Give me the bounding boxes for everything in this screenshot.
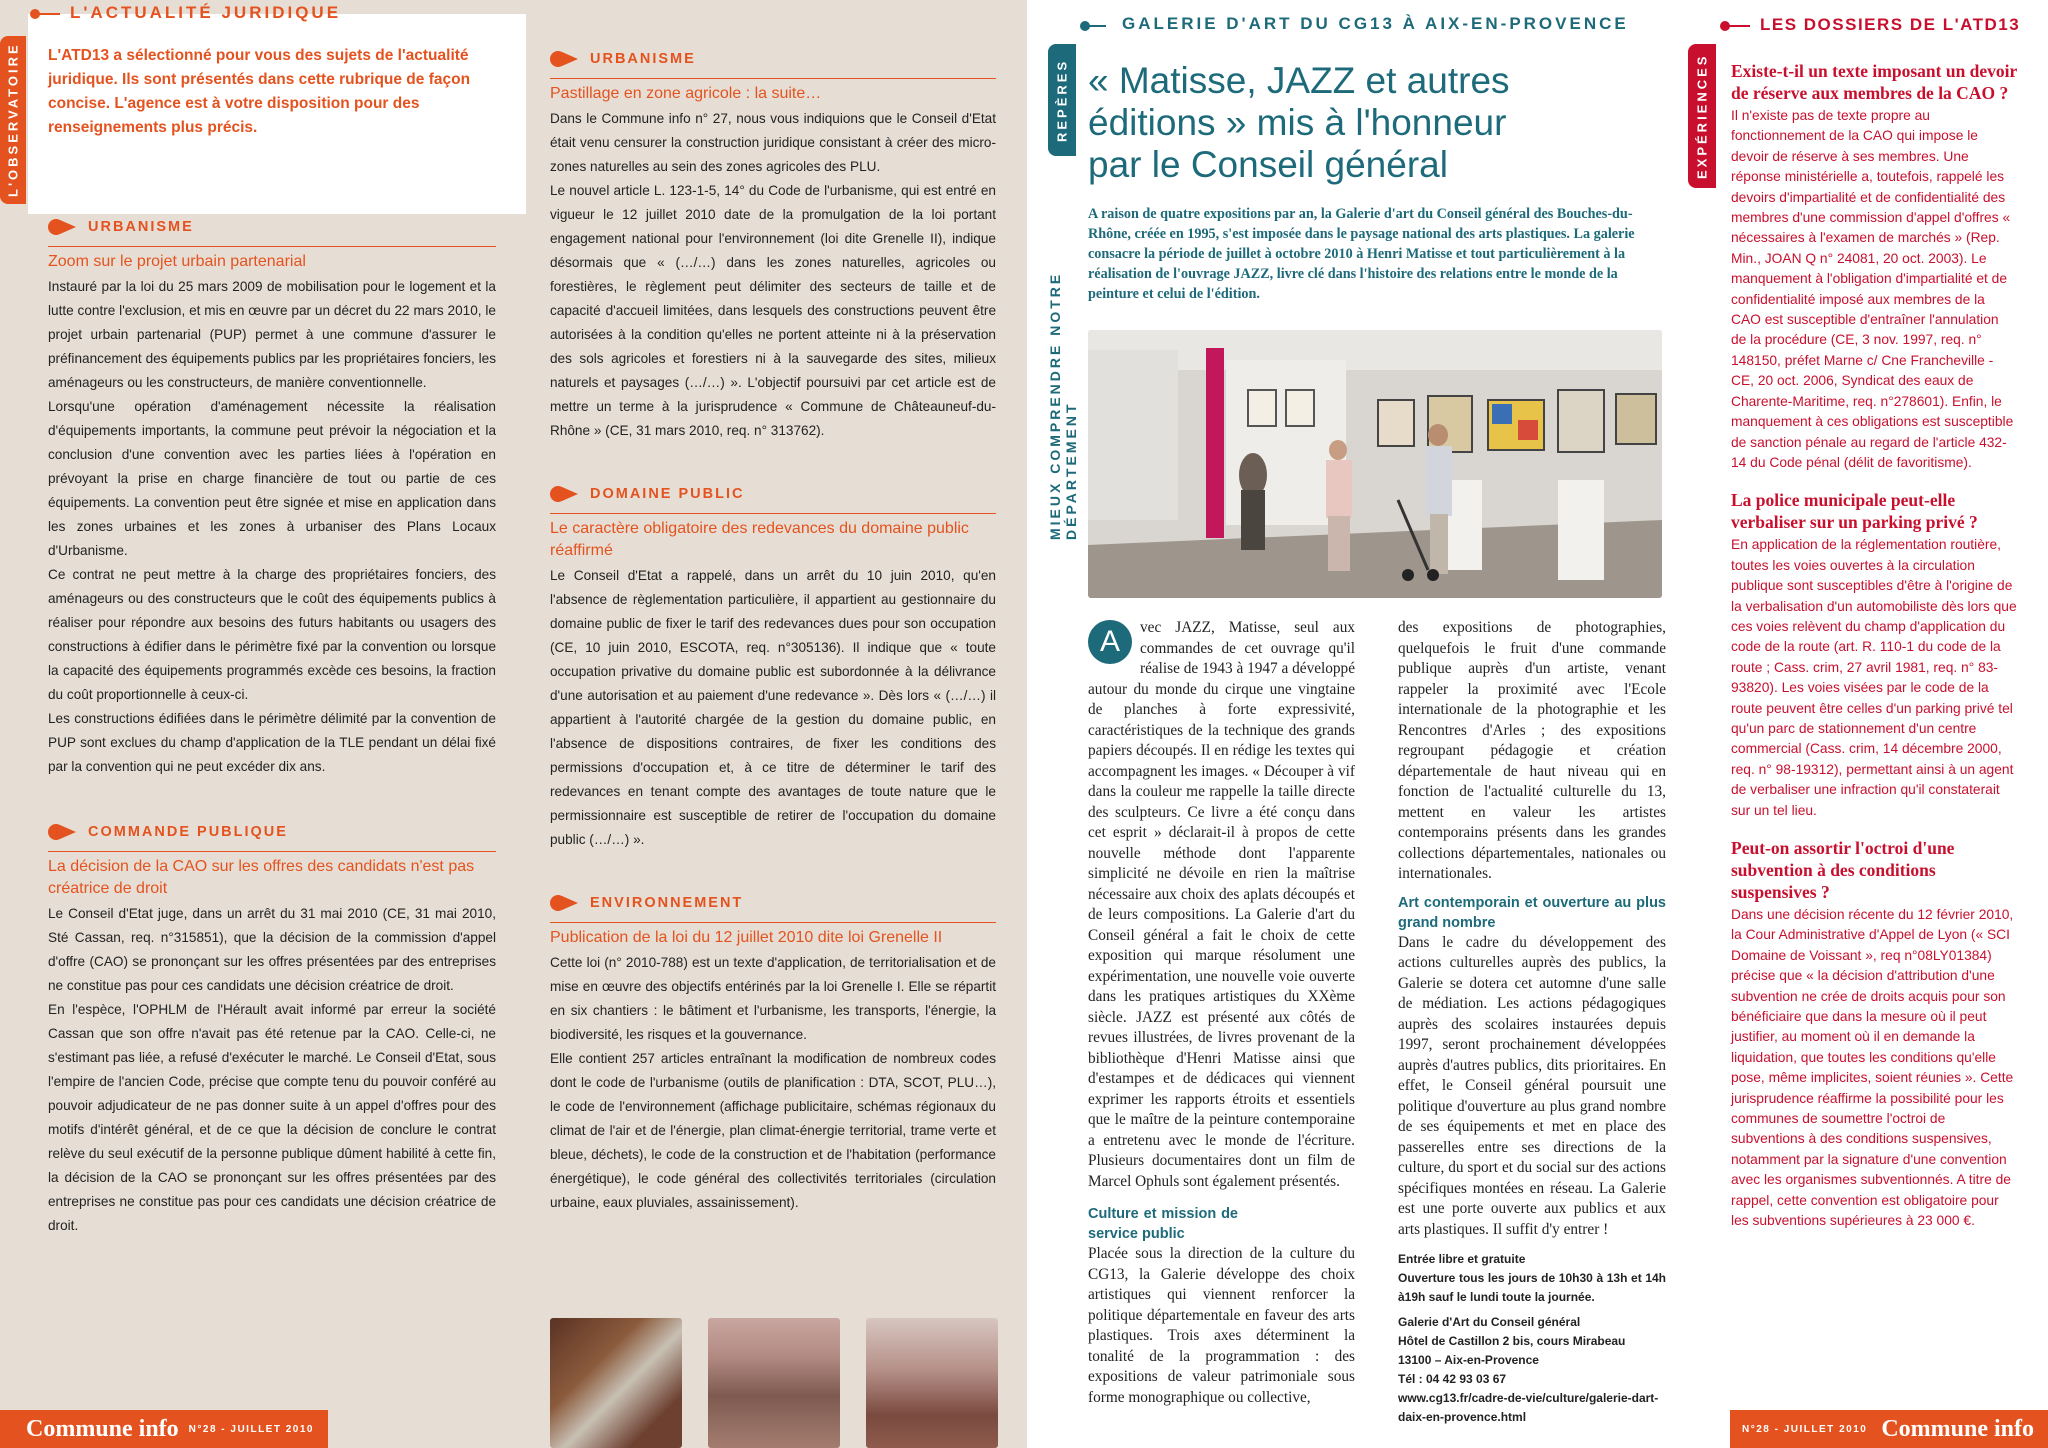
website-link[interactable]: www.cg13.fr/cadre-de-vie/culture/galerie-dart-daix-en-provence.html xyxy=(1398,1391,1659,1424)
intro-text: L'ATD13 a sélectionné pour vous des sujets de l'actualité juridique. Ils sont présentés dans cette rubrique de façon concise. L'agence est à votre disposition pour des renseignements plus précis. xyxy=(48,47,471,136)
dropcap-letter: A xyxy=(1088,620,1132,664)
section-subtitle: Culture et mission de service public xyxy=(1088,1206,1238,1242)
paragraph: Cette loi (n° 2010-788) est un texte d'application, de territorialisation et de mise en œuvre des objectifs entérinés par la loi Grenelle I. Elle se répartit en six chantiers : le bâtiment et l'urbanisme, les transports, l'énergie, la biodiversité, les risques et la gouvernance. xyxy=(550,955,996,1042)
section-subtitle: Publication de la loi du 12 juillet 2010 dite loi Grenelle II xyxy=(550,922,996,949)
left-column-2 xyxy=(550,50,996,1215)
arrow-bullet-icon xyxy=(48,823,80,841)
faq-answer: Il n'existe pas de texte propre au fonctionnement de la CAO qui impose le devoir de réserve à ses membres. Une réponse ministérielle a, toutefois, rappelé les devoirs d'impartialité et de confidentialité des membres d'une commission d'appel d'offres « nécessaires à l'examen de marchés » (Rep. Min., JOAN Q n° 24081, 20 oct. 2003). Le manquement à l'obligation d'impartialité et de confidentialité imposé aux membres de la CAO est susceptible d'entraîner l'annulation de la procédure (CE, 3 nov. 1997, req. n° 148150, préfet Marne c/ Cne Francheville - CE, 20 oct. 2006, Syndicat des eaux de Charente-Maritime, req. n°278601). Enfin, le manquement à ces obligations est susceptible de sanction pénale au regard de l'article 432-14 du Code pénal (délit de favoritisme). xyxy=(1731,108,2014,470)
paragraph: Instauré par la loi du 25 mars 2009 de mobilisation pour le logement et la lutte contre l'exclusion, et mis en œuvre par un décret du 22 mars 2010, le projet urbain partenarial (PUP) permet à une commune d'assurer le préfinancement des équipements publics par les propriétaires fonciers, les aménageurs ou les constructeurs, de manière conventionnelle. xyxy=(48,279,496,390)
info-line: Tél : 04 42 93 03 67 xyxy=(1398,1372,1507,1386)
footer-issue: N°28 - JUILLET 2010 xyxy=(188,1423,314,1435)
paragraph: Le Conseil d'Etat a rappelé, dans un arrêt du 10 juin 2010, qu'en l'absence de règlementation particulière, il appartient au gestionnaire du domaine public de fixer le tarif des redevances dues pour son occupation (CE, 10 juin 2010, ESCOTA, req. n°305136). Il indique que « toute occupation privative du domaine public est subordonnée à la délivrance d'une autorisation et au paiement d'une redevance ». Dès lors « (…/…) il appartient à l'autorité chargée de la gestion du domaine public, en l'absence de dispositions contraires, de fixer les conditions des permissions d'occupation et, à ce titre de déterminer le tarif des redevances en tenant compte des avantages de toute nature que le permissionnaire est susceptible de retirer de l'occupation du domaine public (…/…) ». xyxy=(550,568,996,847)
vertical-department-label: MIEUX COMPRENDRE NOTRE DÉPARTEMENT xyxy=(1047,271,1079,540)
paragraph: Lorsqu'une opération d'aménagement nécessite la réalisation d'équipements importants, la commune peut prévoir la négociation et la conclusion d'une convention avec les parties liées à l'opération en prévoyant la prise en charge financière de tout ou partie de ces équipements. La convention peut être signée et mise en application dans les zones urbaines et les zones à urbaniser des Plans Locaux d'Urbanisme. xyxy=(48,399,496,558)
faq-question: Existe-t-il un texte imposant un devoir de réserve aux membres de la CAO ? xyxy=(1731,61,2017,103)
gallery-photo-art xyxy=(1088,330,1662,598)
middle-header-title: GALERIE D'ART DU CG13 À AIX-EN-PROVENCE xyxy=(1122,14,1629,33)
gallery-exhibition-photo xyxy=(1088,330,1662,598)
section-heading: URBANISME xyxy=(550,50,996,68)
section-subtitle: Pastillage en zone agricole : la suite… xyxy=(550,78,996,105)
header-rule xyxy=(1086,25,1106,27)
info-line: Ouverture tous les jours de 10h30 à 13h et 14h à19h sauf le lundi toute la journée. xyxy=(1398,1271,1666,1304)
arrow-bullet-icon xyxy=(550,894,582,912)
article-column-b xyxy=(1398,618,1666,1427)
footer-brand: Commune info xyxy=(26,1415,179,1442)
faq-answer: En application de la réglementation routière, toutes les voies ouvertes à la circulation publique sont susceptibles d'être à l'origine de la verbalisation d'un automobiliste dès lors que ces voies relèvent du champ d'application du code de la route (art. R. 110-1 du code de la route ; Cass. crim, 27 avril 1981, req. n° 83-93820). Les voies visées par le code de la route peuvent être celles d'un parking privé tel qu'un parc de stationnement d'un centre commercial (Cass. crim, 14 décembre 2000, req. n° 98-19312), permettant ainsi à un agent de verbaliser une infraction qu'il constaterait sur un tel lieu. xyxy=(1731,537,2017,818)
paragraph: Ce contrat ne peut mettre à la charge des propriétaires fonciers, des aménageurs ou des constructeurs que le coût des équipements publics à réaliser pour répondre aux besoins des futurs habitants ou usagers des constructions à édifier dans le périmètre fixé par la convention ou lorsque la capacité des équipements programmés excède ces besoins, la fraction du coût proportionnelle à ceux-ci. xyxy=(48,567,496,702)
arrow-bullet-icon xyxy=(550,50,582,68)
faq-question: La police municipale peut-elle verbaliser sur un parking privé ? xyxy=(1731,490,1978,533)
faq-column xyxy=(1731,60,2017,1232)
arrow-bullet-icon xyxy=(48,218,80,236)
article-title: « Matisse, JAZZ et autres éditions » mis à l'honneur par le Conseil général xyxy=(1088,60,1510,185)
paragraph: Dans le cadre du développement des actions culturelles auprès des publics, la Galerie se dotera cet automne d'une salle de médiation. Les actions pédagogiques auprès des scolaires instaurées depuis 1997, seront prochainement développées auprès d'autres publics, dits prioritaires. En effet, le Conseil général poursuit une politique d'ouverture au plus grand nombre de ses équipements et met en place des passerelles entre ses directions de la culture, du sport et du social sur des actions spécifiques montées en réseau. La Galerie est une porte ouverte aux publics et aux arts plastiques. Il suffit d'y entrer ! xyxy=(1398,933,1666,1238)
left-column-1 xyxy=(48,218,496,1238)
section-subtitle: Art contemporain et ouverture au plus grand nombre xyxy=(1398,894,1666,931)
paragraph: Les constructions édifiées dans le périmètre délimité par la convention de PUP sont exclues du champ d'application de la TLE pendant un délai fixé par la convention qui ne peut excéder dix ans. xyxy=(48,711,496,774)
reperes-side-tab: REPÈRES xyxy=(1048,44,1076,156)
section-heading: DOMAINE PUBLIC xyxy=(550,485,996,503)
paragraph: vec JAZZ, Matisse, seul aux commandes de cet ouvrage qu'il réalise de 1943 à 1947 a développé autour du monde du cirque une vingtaine de planches à forte expressivité, caractéristiques de la technique des grands papiers découpés. Il en rédige les textes qui accompagnent les images. « Découper à vif dans la couleur me rappelle la taille directe des sculpteurs. Ce livre a été conçu dans cet esprit » déclarait-il à propos de cette nouvelle méthode dont l'apparente simplicité ne dévoile en rien la maîtrise nécessaire aux choix des aplats découpés et de leurs compositions. La Galerie d'art du Conseil général a fait le choix de cette exposition qui marque résolument une expérimentation, une nouvelle voie ouverte dans les pratiques artistiques du XXème siècle. JAZZ est présenté aux côtés de revues illustrées, de livres provenant de la bibliothèque d'Henri Matisse ainsi que d'estampes et de dédicaces qui viennent exprimer les rapports étroits et essentiels que le maître de la peinture contemporaine a entretenu avec le monde de l'écriture. Plusieurs documentaires dont un film de Marcel Ophuls sont également présentés. xyxy=(1088,619,1355,1190)
footer-issue: N°28 - JUILLET 2010 xyxy=(1742,1423,1868,1435)
observatoire-side-tab: L'OBSERVATOIRE xyxy=(0,36,26,204)
footer-brand: Commune info xyxy=(1881,1415,2034,1442)
left-header-title: L'ACTUALITÉ JURIDIQUE xyxy=(70,3,342,22)
paragraph: des expositions de photographies, quelquefois le fruit d'une commande publique auprès d'un artiste, venant rappeler la proximité avec l'Ecole internationale de la photographie et les Rencontres d'Arles ; des expositions regroupant pédagogie et création départementale de haut niveau qui en fonction de l'actualité culturelle du 13, mettent en valeur les artistes contemporains présents dans les grandes collections départementales, nationales ou internationales. xyxy=(1398,619,1666,882)
article-lede: A raison de quatre expositions par an, la Galerie d'art du Conseil général des Bouches-du-Rhône, créée en 1995, s'est imposée dans le paysage national des arts plastiques. La galerie consacre la période de juillet à octobre 2010 à Henri Matisse et tout particulièrement à la réalisation de l'ouvrage JAZZ, livre clé dans l'histoire des relations entre le monde de la peinture et celui de l'édition. xyxy=(1088,206,1635,302)
section-subtitle: Le caractère obligatoire des redevances du domaine public réaffirmé xyxy=(550,513,996,562)
section-heading: COMMANDE PUBLIQUE xyxy=(48,823,496,841)
experiences-side-tab: EXPÉRIENCES xyxy=(1688,44,1716,188)
paragraph: Elle contient 257 articles entraînant la modification de nombreux codes dont le code de l'urbanisme (outils de planification : DTA, SCOT, PLU…), le code de l'environnement (affichage publicitaire, schémas régionaux du climat de l'air et de l'énergie, plan climat-énergie territorial, trame verte et bleue, déchets), le code de la construction et de l'habitation (performance énergétique), le code général des collectivités territoriales (circulation urbaine, eaux pluviales, assainissement). xyxy=(550,1051,996,1210)
faq-question: Peut-on assortir l'octroi d'une subvention à des conditions suspensives ? xyxy=(1731,838,1955,902)
info-line: Hôtel de Castillon 2 bis, cours Mirabeau xyxy=(1398,1334,1626,1348)
header-rule xyxy=(36,13,60,15)
info-line: Entrée libre et gratuite xyxy=(1398,1252,1526,1266)
right-footer xyxy=(1730,1410,2048,1448)
building-photo xyxy=(708,1318,840,1448)
arrow-bullet-icon xyxy=(550,485,582,503)
right-header-title: LES DOSSIERS DE L'ATD13 xyxy=(1760,15,2021,34)
article-column-a xyxy=(1088,618,1355,1408)
info-line: 13100 – Aix-en-Provence xyxy=(1398,1353,1539,1367)
info-line: Galerie d'Art du Conseil général xyxy=(1398,1315,1581,1329)
paragraph: Dans le Commune info n° 27, nous vous indiquions que le Conseil d'Etat était venu censurer la construction juridique consistant à créer des micro-zones naturelles au sein des zones agricoles des PLU. xyxy=(550,111,996,174)
left-footer xyxy=(0,1410,328,1448)
code-books-photo xyxy=(550,1318,682,1448)
header-rule xyxy=(1726,25,1750,27)
section-subtitle: Zoom sur le projet urbain partenarial xyxy=(48,246,496,273)
paragraph: Le Conseil d'Etat juge, dans un arrêt du 31 mai 2010 (CE, 31 mai 2010, Sté Cassan, req. n°315851), que la décision de la commission d'appel d'offre (CAO) se prononçant sur les offres présentées par des entreprises ne constitue pas pour ces candidats une décision créatrice de droit. xyxy=(48,906,496,993)
faq-answer: Dans une décision récente du 12 février 2010, la Cour Administrative d'Appel de Lyon (« SCI Domaine de Voissant », req n°08LY01384) précise que « la décision d'attribution d'une subvention ne crée de droits acquis pour son bénéficiaire que dans la mesure où il peut justifier, au moment où il en demande la liquidation, que toutes les conditions qu'elle pose, même implicites, soient réunies ». Cette jurisprudence réaffirme la possibilité pour les communes de soumettre l'octroi de subventions à des conditions suspensives, notamment par la signature d'une convention avec les organismes subventionnés. A titre de rappel, cette convention est obligatoire pour les subventions supérieures à 23 000 €. xyxy=(1731,907,2014,1229)
paragraph: En l'espèce, l'OPHLM de l'Hérault avait informé par erreur la société Cassan que son offre n'avait pas été retenue par la CAO. Celle-ci, ne s'estimant pas liée, a refusé d'exécuter le marché. Le Conseil d'Etat, sous l'empire de l'ancien Code, précise que compte tenu du pouvoir conféré au pouvoir adjudicateur de ne pas donner suite à un appel d'offres pour des motifs d'intérêt général, et de ce que la décision de conclure le contrat relève du seul exécutif de la personne publique dûment habilité à cette fin, la décision de la CAO se prononçant sur les offres présentées par des entreprises ne constitue pas pour ces candidats une décision créatrice de droit. xyxy=(48,1002,496,1233)
section-heading: ENVIRONNEMENT xyxy=(550,894,996,912)
landscape-photo xyxy=(866,1318,998,1448)
paragraph: Placée sous la direction de la culture du CG13, la Galerie développe des choix artistiques qui viennent renforcer la politique départementale en faveur des arts plastiques. Trois axes déterminent la tonalité de la programmation : des expositions de valeur patrimoniale sous forme monographique ou collective, xyxy=(1088,1245,1355,1406)
section-subtitle: La décision de la CAO sur les offres des candidats n'est pas créatrice de droit xyxy=(48,851,496,900)
section-heading: URBANISME xyxy=(48,218,496,236)
paragraph: Le nouvel article L. 123-1-5, 14° du Code de l'urbanisme, qui est entré en vigueur le 12 juillet 2010 date de la promulgation de la loi portant engagement national pour l'environnement (loi dite Grenelle II), indique désormais que « (…/…) dans les zones naturelles, agricoles ou forestières, le règlement peut délimiter des secteurs de taille et de capacité d'accueil limitées, dans lesquels des constructions peuvent être autorisées à la condition qu'elles ne portent atteinte ni à la préservation des sols agricoles et forestiers ni à la sauvegarde des sites, milieux naturels et paysages (…/…) ». L'objectif poursuivi par cet article est de mettre un terme à la jurisprudence « Commune de Châteauneuf-du-Rhône » (CE, 31 mars 2010, req. n° 313762). xyxy=(550,183,996,438)
